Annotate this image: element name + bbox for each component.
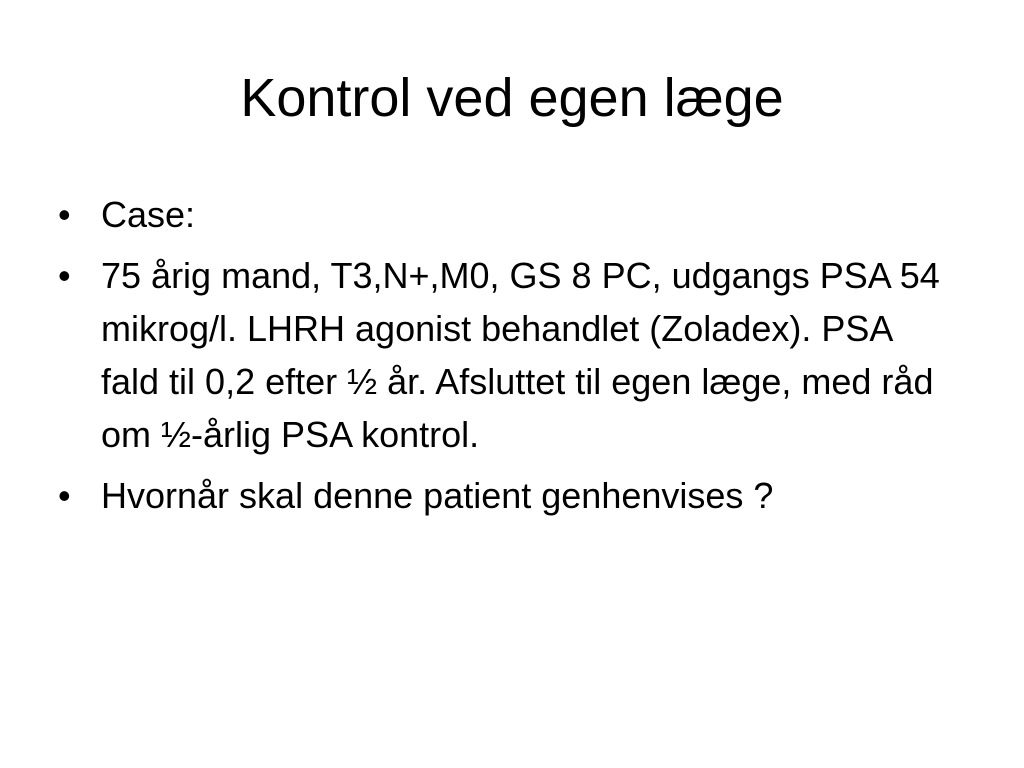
slide-title: Kontrol ved egen læge: [240, 68, 784, 128]
bullet-icon: •: [58, 255, 71, 296]
list-item: [58, 249, 958, 461]
bullet-text: Case:: [101, 194, 196, 235]
bullet-icon: •: [58, 475, 71, 516]
bullet-text: Hvornår skal denne patient genhenvises ?: [101, 475, 774, 516]
bullet-list: [58, 188, 958, 530]
list-item: [58, 188, 958, 241]
bullet-text: 75 årig mand, T3,N+,M0, GS 8 PC, udgangs PSA 54 mikrog/l. LHRH agonist behandlet (Zoladex). PSA fald til 0,2 efter ½ år. Afsluttet til egen læge, med råd om ½-årlig PSA kontrol.: [101, 255, 940, 455]
list-item: [58, 469, 958, 522]
bullet-icon: •: [58, 194, 71, 235]
